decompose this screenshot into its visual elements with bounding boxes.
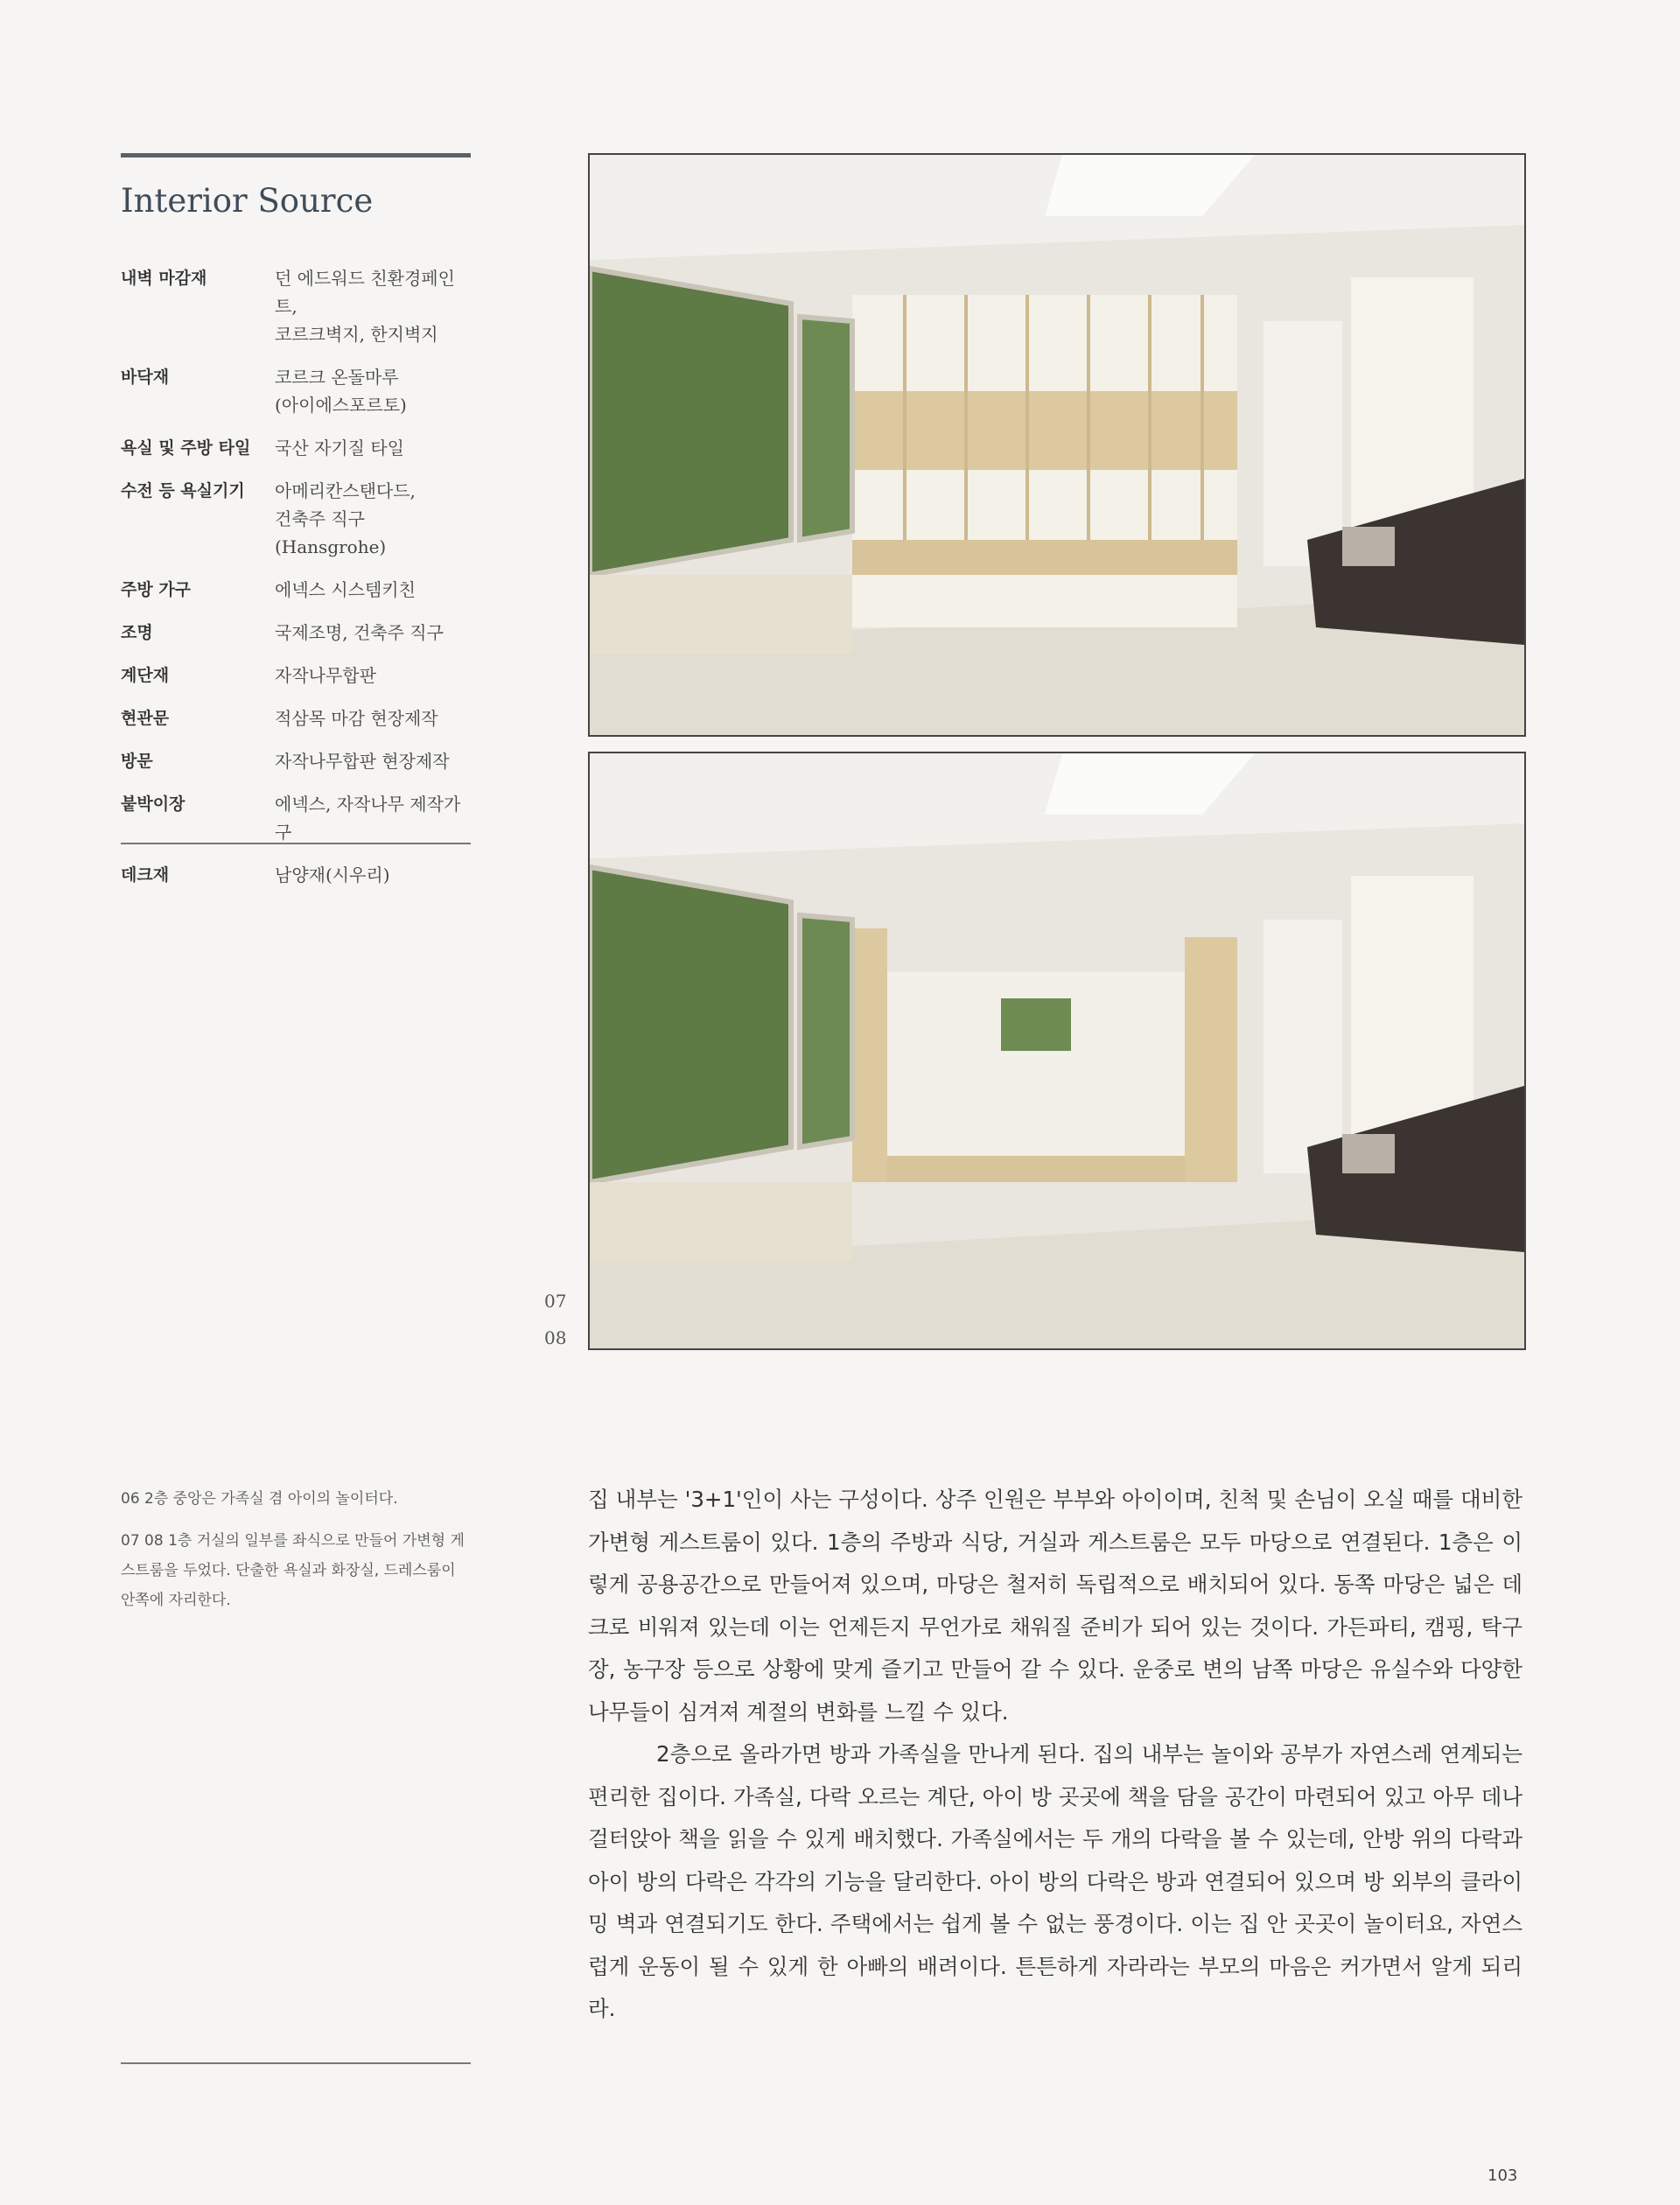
source-row [121,264,471,348]
source-label: 바닥재 [121,368,170,387]
caption: 07 08 1층 거실의 일부를 좌식으로 만들어 가변형 게스트룸을 두었다. 단출한 욕실과 화장실, 드레스룸이 안쪽에 자리한다. [121,1532,465,1609]
source-row [121,662,471,690]
source-value: 자작나무합판 현장제작 [275,751,450,772]
source-row [121,747,471,775]
source-value: 코르크 온돌마루 (아이에스포르토) [275,367,407,416]
source-value: 아메리칸스탠다드, 건축주 직구(Hansgrohe) [275,480,416,557]
source-label: 수전 등 욕실기기 [121,481,245,500]
figure-number: 08 [544,1327,567,1348]
source-label: 욕실 및 주방 타일 [121,438,251,458]
source-row [121,576,471,604]
source-label: 내벽 마감재 [121,269,207,288]
source-label: 붙박이장 [121,794,186,814]
caption: 06 2층 중앙은 가족실 겸 아이의 놀이터다. [121,1490,398,1508]
source-value: 에넥스, 자작나무 제작가구 [275,794,461,843]
photo-living-room-07 [588,153,1526,737]
source-label: 주방 가구 [121,580,192,599]
source-label: 데크재 [121,865,170,885]
source-row [121,619,471,647]
article-body [588,1479,1522,2031]
photo-captions [121,1484,472,1628]
figure-numbers [544,1283,566,1356]
source-label: 현관문 [121,709,170,728]
source-value: 국제조명, 건축주 직구 [275,622,444,643]
source-value: 국산 자기질 타일 [275,438,404,458]
source-value: 던 에드워드 친환경페인트, 코르크벽지, 한지벽지 [275,268,455,345]
source-label: 조명 [121,623,153,642]
page-number: 103 [1488,2166,1518,2185]
source-value: 에넥스 시스템키친 [275,579,416,600]
source-label: 방문 [121,752,153,771]
figure-number: 07 [544,1291,567,1312]
source-row [121,704,471,732]
interior-source-table [121,264,471,904]
source-row [121,790,471,846]
guest-room-illustration [590,753,1524,1348]
source-value: 남양재(시우리) [275,864,390,886]
living-room-illustration [590,155,1524,735]
paragraph: 2층으로 올라가면 방과 가족실을 만나게 된다. 집의 내부는 놀이와 공부가 자연스레 연계되는 편리한 집이다. 가족실, 다락 오르는 계단, 아이 방 곳곳에 책을 담을 공간이 마련되어 있고 아무 데나 걸터앉아 책을 읽을 수 있게 배치했다. 가족실에서는 두 개의 다락을 볼 수 있는데, 안방 위의 다락과 아이 방의 다락은 각각의 기능을 달리한다. 아이 방의 다락은 방과 연결되어 있으며 방 외부의 클라이밍 벽과 연결되기도 한다. 주택에서는 쉽게 볼 수 없는 풍경이다. 이는 집 안 곳곳이 놀이터요, 자연스럽게 운동이 될 수 있게 한 아빠의 배려이다. 튼튼하게 자라라는 부모의 마음은 커가면서 알게 되리라. [588,1741,1522,2021]
source-row [121,861,471,889]
source-row [121,434,471,462]
source-value: 자작나무합판 [275,665,376,686]
top-rule [121,153,471,158]
source-bottom-rule [121,843,471,844]
photo-living-room-08 [588,752,1526,1350]
interior-source-title: Interior Source [121,182,374,220]
source-label: 계단재 [121,666,170,685]
source-row [121,477,471,561]
source-value: 적삼목 마감 현장제작 [275,708,438,729]
source-row [121,363,471,419]
paragraph: 집 내부는 '3+1'인이 사는 구성이다. 상주 인원은 부부와 아이이며, 친척 및 손님이 오실 때를 대비한 가변형 게스트룸이 있다. 1층의 주방과 식당, 거실과 게스트룸은 모두 마당으로 연결된다. 1층은 이렇게 공용공간으로 만들어져 있으며, 마당은 철저히 독립적으로 배치되어 있다. 동쪽 마당은 넓은 데크로 비워져 있는데 이는 언제든지 무언가로 채워질 준비가 되어 있는 것이다. 가든파티, 캠핑, 탁구장, 농구장 등으로 상황에 맞게 즐기고 만들어 갈 수 있다. 운중로 변의 남쪽 마당은 유실수와 다양한 나무들이 심겨져 계절의 변화를 느낄 수 있다. [588,1487,1522,1725]
caption-bottom-rule [121,2062,471,2064]
